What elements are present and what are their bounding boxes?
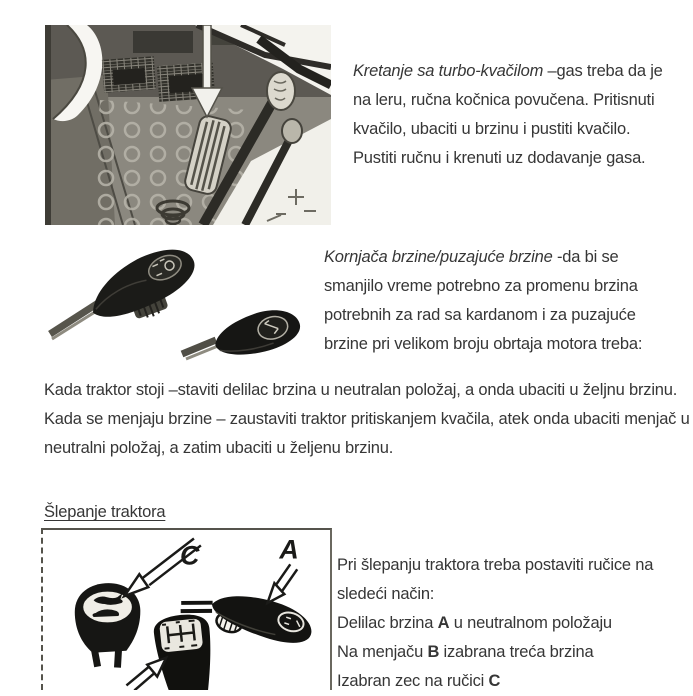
towing-item-c: Izabran zec na ručici C	[337, 672, 501, 690]
cab-floor-photo-art	[45, 25, 331, 225]
towing-item-a: Delilac brzina A u neutralnom položaju	[337, 614, 612, 632]
towing-levers-figure	[41, 528, 332, 690]
shifter-knobs-photo	[40, 238, 315, 370]
label-a: A	[279, 534, 299, 565]
creeper-lead: Kornjača brzine/puzajuće brzine	[324, 248, 553, 266]
towing-intro: Pri šlepanju traktora treba postaviti ručice na sledeći način:	[337, 556, 654, 603]
shifter-knobs-art	[40, 238, 315, 370]
bold-letter-b: B	[427, 643, 440, 661]
creeper-body: -da bi se smanjilo vreme potrebno za promenu brzina potrebnih za rad sa kardanom i za puzajuće brzine pri velikom broju obrtaja motora treba:	[324, 248, 643, 353]
procedure-para-2: Kada se menjaju brzine – zaustaviti traktor pritiskanjem kvačila, atek onda ubaciti menjač u neutralni položaj, a zatim ubaciti u željenu brzinu.	[44, 410, 690, 457]
bold-letter-a: A	[437, 614, 450, 632]
turbo-clutch-paragraph	[353, 57, 675, 173]
towing-instructions	[337, 551, 671, 696]
procedure-paragraphs	[44, 376, 693, 463]
label-c: C	[180, 540, 200, 571]
brake-pedal-pad	[102, 56, 156, 93]
cab-floor-photo	[45, 25, 331, 225]
procedure-para-1: Kada traktor stoji –staviti delilac brzina u neutralan položaj, a onda ubaciti u željnu brzinu.	[44, 381, 678, 399]
turbo-clutch-lead: Kretanje sa turbo-kvačilom	[353, 62, 544, 80]
turbo-clutch-body: –gas treba da je na leru, ručna kočnica povučena. Pritisnuti kvačilo, ubaciti u brzinu i pustiti kvačilo. Pustiti ručnu i krenuti uz dodavanje gasa.	[353, 62, 663, 167]
bold-letter-c: C	[488, 672, 501, 690]
towing-heading: Šlepanje traktora	[44, 503, 166, 521]
towing-item-b: Na menjaču B izabrana treća brzina	[337, 643, 594, 661]
towing-levers-art	[43, 530, 330, 690]
creeper-paragraph	[324, 243, 644, 359]
small-knob	[282, 119, 302, 143]
